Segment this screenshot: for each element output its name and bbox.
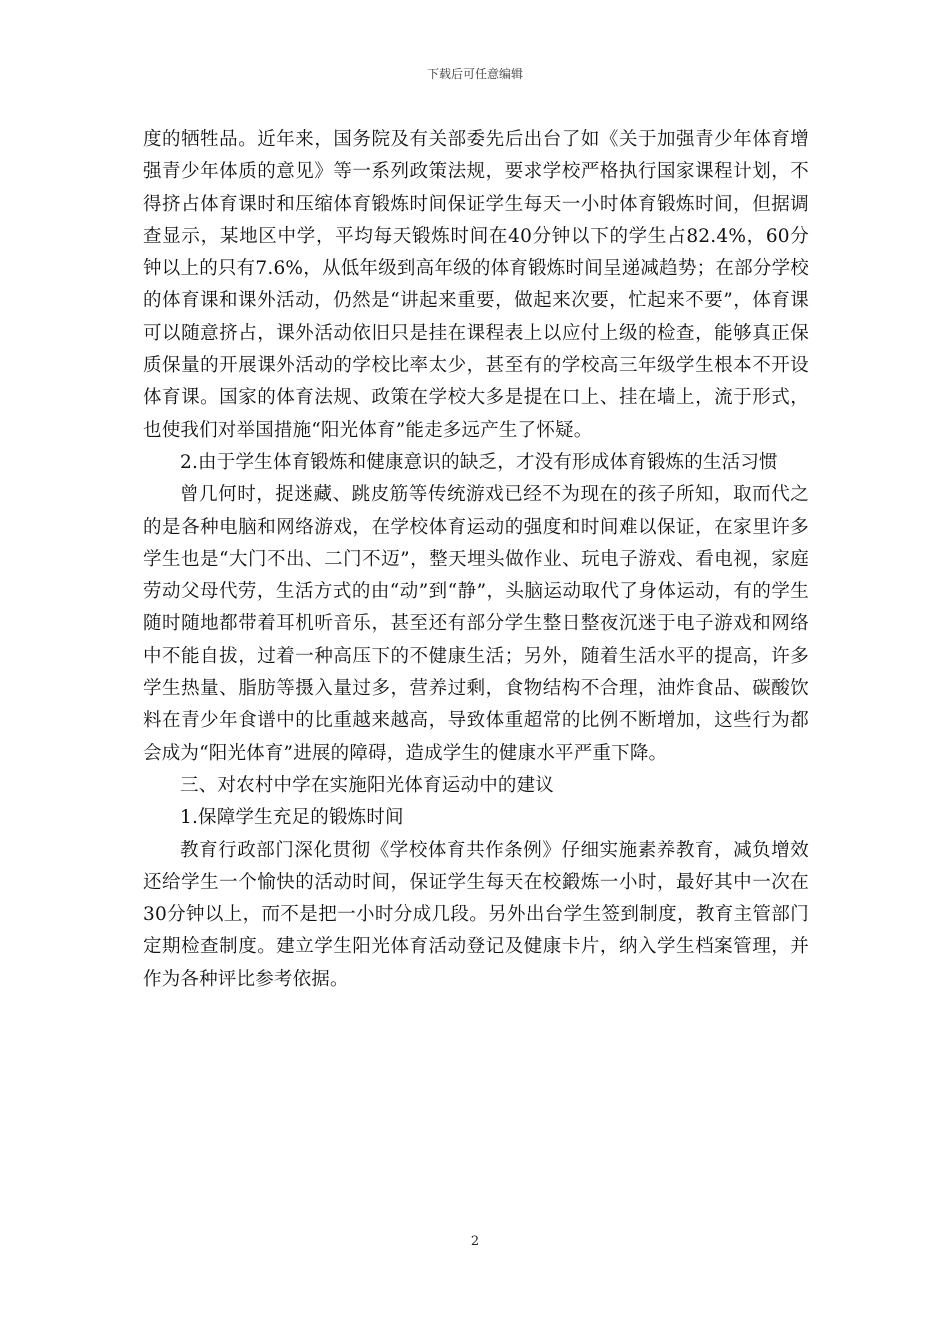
subheading-health-awareness: 2.由于学生体育锻炼和健康意识的缺乏，才没有形成体育锻炼的生活习惯 <box>180 451 778 473</box>
subheading-exercise-time: 1.保障学生充足的锻炼时间 <box>180 807 404 829</box>
page-number: 2 <box>470 1234 480 1249</box>
page-header: 下载后可任意编辑 <box>426 67 523 81</box>
paragraph-lifestyle: 曾几何时，捉迷藏、跳皮筋等传统游戏已经不为现在的孩子所知，取而代之的是各种电脑和网络游戏，在学校体育运动的强度和时间难以保证，在家里许多学生也是“大门不出、二门不迈”，整天埋头做作业、玩电子游戏、看电视，家庭劳动父母代劳，生活方式的由“动”到“静”，头脑运动取代了身体运动，有的学生随时随地都带着耳机听音乐，甚至还有部分学生整日整夜沉迷于电子游戏和网络中不能自拔，过着一种高压下的不健康生活；另外，随着生活水平的提高，许多学生热量、脂肪等摄入量过多，营养过剩，食物结构不合理，油炸食品、碳酸饮料在青少年食谱中的比重越来越高，导致体重超常的比例不断增加，这些行为都会成为“阳光体育”进展的障碍，造成学生的健康水平严重下降。 <box>143 484 809 764</box>
paragraph-exercise-time: 教育行政部门深化贯彻《学校体育共作条例》仔细实施素养教育，减负增效还给学生一个愉快的活动时间，保证学生每天在校鍛炼一小时，最好其中一次在30分钟以上，而不是把一小时分成几段。另外出台学生签到制度，教育主管部门定期检查制度。建立学生阳光体育活动登记及健康卡片，纳入学生档案管理，并作为各种评比参考依据。 <box>143 839 809 990</box>
paragraph-continuation: 度的牺牲品。近年来，国务院及有关部委先后出台了如《关于加强青少年体育增强青少年体质的意见》等一系列政策法规，要求学校严格执行国家课程计划，不得挤占体育课时和压缩体育锻炼时间保证学生每天一小时体育锻炼时间，但据调查显示，某地区中学，平均每天锻炼时间在40分钟以下的学生占82.4%，60分钟以上的只有7.6%，从低年级到高年级的体育锻炼时间呈递减趋势；在部分学校的体育课和课外活动，仍然是“讲起来重要，做起来次要，忙起来不要”，体育课可以随意挤占，课外活动依旧只是挂在课程表上以应付上级的检查，能够真正保质保量的开展课外活动的学校比率太少，甚至有的学校高三年级学生根本不开设体育课。国家的体育法规、政策在学校大多是提在口上、挂在墙上，流于形式，也使我们对举国措施“阳光体育”能走多远产生了怀疑。 <box>143 129 809 441</box>
document-body <box>143 124 809 996</box>
section-heading-suggestions: 三、对农村中学在实施阳光体育运动中的建议 <box>180 774 555 796</box>
